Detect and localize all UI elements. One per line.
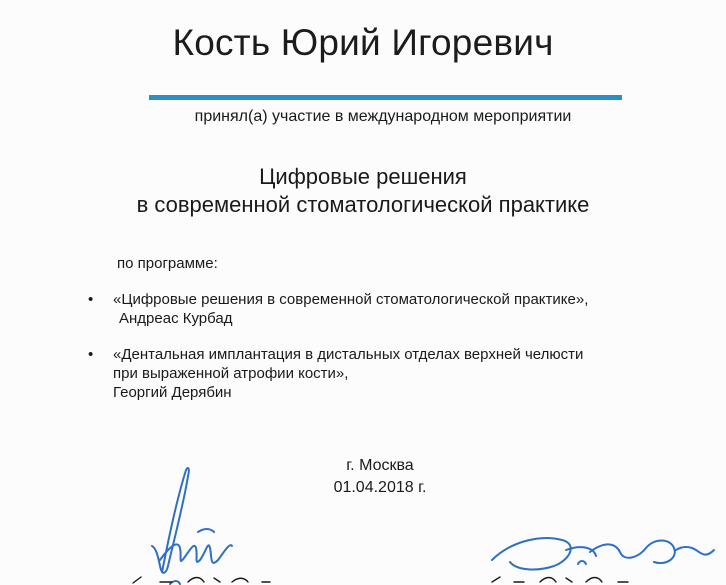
event-title: [0, 163, 726, 219]
signature-line-fragments: [0, 574, 726, 585]
participant-name: Кость Юрий Игоревич: [172, 22, 554, 63]
event-title-line-2: в современной стоматологической практике: [136, 192, 590, 217]
program-item-2-title-line-1: «Дентальная имплантация в дистальных отделах верхней челюсти: [113, 346, 584, 363]
bullet-icon: •: [88, 346, 94, 363]
place-and-date: [300, 455, 460, 499]
program-label: по программе:: [117, 255, 218, 272]
blue-divider: [149, 95, 622, 100]
event-title-line-1: Цифровые решения: [259, 164, 467, 189]
program-item-1-title: «Цифровые решения в современной стоматологической практике»,: [113, 291, 589, 308]
participation-statement: принял(а) участие в международном мероприятии: [194, 108, 572, 125]
bullet-icon: •: [88, 291, 94, 308]
date: 01.04.2018 г.: [333, 479, 427, 496]
program-item-2-author: Георгий Дерябин: [113, 384, 232, 401]
city: г. Москва: [346, 457, 414, 474]
program-item-1-author: Андреас Курбад: [119, 310, 233, 327]
program-list: [88, 290, 648, 402]
program-item-2: [88, 345, 648, 402]
program-item-1: [88, 290, 648, 328]
signature-left: [140, 462, 250, 585]
program-item-2-title-line-2: при выраженной атрофии кости»,: [113, 365, 349, 382]
